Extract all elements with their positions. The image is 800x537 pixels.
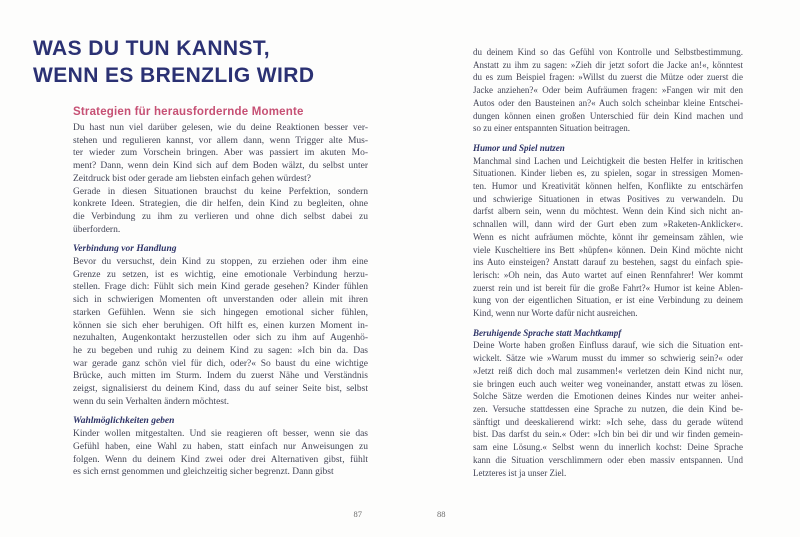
text-line: Autos oder den Bausteinen an?« Auch solch scheinbar kleine Entschei- <box>473 97 743 108</box>
text-line: Jacke anziehen?« Oder beim Aufräumen fragen: »Fangen wir mit den <box>473 85 743 96</box>
text-line: Zeitdruck bist oder gerade am liebsten einfach gehen würdest? <box>73 173 311 184</box>
text-line: können sie sich eher beruhigen. Oft hilft es, einen kurzen Moment in- <box>73 320 368 331</box>
text-line: sam eine Lösung.« Selbst wenn du innerlich kochst: Deine Sprache <box>473 442 743 453</box>
text-line: ins Auto einsteigen? Anstatt darauf zu bestehen, sagst du einfach spie- <box>473 257 743 268</box>
text-line: die Verbindung zu ihm zu verlieren und ohne dich selbst dabei zu <box>73 211 368 222</box>
text-line: es sich ernst genommen und gleichzeitig sicher begrenzt. Dann gibst <box>73 467 334 478</box>
section-heading: Strategien für herausfordernde Momente <box>73 106 304 118</box>
text-line: kann die Situation verschlimmern oder eben massiv entspannen. Und <box>473 454 743 465</box>
text-line: »Jetzt reiß dich doch mal zusammen!« verletzen dein Kind nicht nur, <box>473 365 743 376</box>
text-line: Kinder wollen mitgestalten. Und sie reagieren oft besser, wenn sie das <box>73 429 368 440</box>
text-line: lerisch: »Oh nein, das Auto wartet auf einen Rennfahrer! Wer kommt <box>473 269 743 280</box>
text-line: viele Kuscheltiere ins Bett »hüpfen« können. Dein Kind möchte nicht <box>473 244 743 255</box>
text-line: stellen. Frage dich: Fühlt sich mein Kind gerade gesehen? Kinder fühlen <box>73 282 368 293</box>
text-line: Situationen. Kinder lieben es, zu spielen, sogar in stressigen Momen- <box>473 168 743 179</box>
text-line: sänftigt und deeskalierend wirkt: »Ich sehe, dass du gerade wütend <box>473 416 743 427</box>
text-line: ter wieder zum Vorschein bringen. Aber was passiert im akuten Mo- <box>73 148 368 159</box>
text-line: zuerst rein und ist bereit für die große Fahrt?« Humor ist keine Ablen- <box>473 282 743 293</box>
text-line: zeigst, signalisierst du deinem Kind, dass du auf seiner Seite bist, selbst <box>73 384 368 395</box>
text-line: sich in schwierigen Momenten oft unverstanden oder allein mit ihren <box>73 295 368 306</box>
text-line: Du hast nun viel darüber gelesen, wie du deine Reaktionen besser ver- <box>73 123 368 133</box>
text-line: Solche Sätze werden die Emotionen deines Kindes nur weiter anhei- <box>473 391 743 402</box>
text-line: Deine Worte haben großen Einfluss darauf, wie sich die Situation ent- <box>473 340 743 351</box>
text-line: wenn du sein Verhalten ändern möchtest. <box>73 396 230 407</box>
subheading-verbindung-vor-handlung: Verbindung vor Handlung <box>73 244 177 255</box>
paragraph <box>473 155 743 320</box>
text-line: Kind, wenn nur Worte dafür nicht ausreichen. <box>473 308 638 319</box>
text-line: Gerade in diesen Situationen brauchst du keine Perfektion, sondern <box>73 186 368 197</box>
text-line: starken Gefühlen. Wenn sie sich hingegen emotional sicher fühlen, <box>73 307 368 318</box>
text-line: bist. Das darfst du sein.« Oder: »Ich bin bei dir und wir finden gemein- <box>473 429 743 440</box>
text-line: du deinem Kind so das Gefühl von Kontrolle und Selbstbestimmung. <box>473 47 743 57</box>
text-line: sie bringen euch auch weiter weg voneinander, anstatt etwas zu lösen. <box>473 378 743 389</box>
right-page-body <box>473 46 743 479</box>
text-line: Grenze zu setzen, ist es wichtig, eine emotionale Verbindung herzu- <box>73 269 368 280</box>
text-line: schnallen will, dann wird der Gurt eben zum »Raketen-Anklicker«. <box>473 219 743 230</box>
text-line: darfst albern sein, wenn du möchtest. Wenn dein Kind sich nicht an- <box>473 206 743 217</box>
paragraph <box>73 428 368 479</box>
text-line: so zu einer entspannten Situation beitragen. <box>473 123 630 134</box>
left-page-body <box>73 122 368 479</box>
page-number-right: 88 <box>437 509 446 519</box>
paragraph <box>73 256 368 408</box>
text-line: war gerade ganz schön viel für dich, oder?« So baust du eine wichtige <box>73 358 368 369</box>
text-line: dungen können einen großen Unterschied für dein Kind machen und <box>473 110 743 121</box>
text-line: Bevor du versuchst, dein Kind zu stoppen, zu erziehen oder ihm eine <box>73 257 368 268</box>
paragraph <box>473 46 743 135</box>
text-line: he zu begeben und ruhig zu deinem Kind zu sagen: »Ich bin da. Das <box>73 345 368 356</box>
text-line: zen. Versuche stattdessen eine Sprache zu nutzen, die dein Kind be- <box>473 403 743 414</box>
chapter-title <box>33 36 314 89</box>
text-line: nezuhalten, Augenkontakt herzustellen oder sich zu ihm auf Augenhö- <box>73 333 368 344</box>
chapter-title-line2: WENN ES BRENZLIG WIRD <box>33 63 315 87</box>
subheading-wahlmoeglichkeiten-geben: Wahlmöglichkeiten geben <box>73 416 175 427</box>
paragraph <box>73 122 368 186</box>
text-line: Brücke, auch mitten im Sturm. Indem du zuerst Nähe und Verständnis <box>73 371 368 382</box>
text-line: kung von der eigentlichen Situation, er ist eine Verbindung zu deinem <box>473 295 743 306</box>
text-line: stehen und regulieren kannst, vor allem dann, wenn Trigger alte Mus- <box>73 135 368 146</box>
text-line: du es zum Beispiel fragen: »Willst du zuerst die Mütze oder zuerst die <box>473 72 743 83</box>
text-line: ment? Dann, wenn dein Kind sich auf dem Boden wälzt, du selbst unter <box>73 161 368 172</box>
text-line: und schwierige Situationen in etwas Positives zu verwandeln. Du <box>473 193 743 204</box>
text-line: Anstatt zu ihm zu sagen: »Zieh dir jetzt sofort die Jacke an!«, könntest <box>473 59 743 70</box>
text-line: Gefühl haben, eine Wahl zu haben, statt einfach nur Anweisungen zu <box>73 441 368 452</box>
text-line: Letzteres ist ja unser Ziel. <box>473 467 567 478</box>
text-line: ten. Humor und Kreativität können helfen, Konflikte zu entschärfen <box>473 181 743 192</box>
text-line: überfordern. <box>73 224 121 235</box>
chapter-title-line1: WAS DU TUN KANNST, <box>33 37 271 60</box>
text-line: konkrete Ideen. Strategien, die dir helfen, dein Kind zu begleiten, ohne <box>73 199 368 210</box>
text-line: folgen. Wenn du deinem Kind zwei oder drei Alternativen gibst, fühlt <box>73 454 368 465</box>
paragraph <box>73 186 368 237</box>
text-line: wickelt. Sätze wie »Warum musst du immer so schwierig sein?« oder <box>473 353 743 364</box>
page-number-left: 87 <box>353 509 362 519</box>
subheading-humor-und-spiel-nutzen: Humor und Spiel nutzen <box>473 142 565 153</box>
text-line: Wenn es nicht aufräumen möchte, könnt ihr gemeinsam zählen, wie <box>473 231 743 242</box>
subheading-beruhigende-sprache: Beruhigende Sprache statt Machtkampf <box>473 327 622 338</box>
text-line: Manchmal sind Lachen und Leichtigkeit die besten Helfer in kritischen <box>473 155 743 166</box>
paragraph <box>473 339 743 479</box>
